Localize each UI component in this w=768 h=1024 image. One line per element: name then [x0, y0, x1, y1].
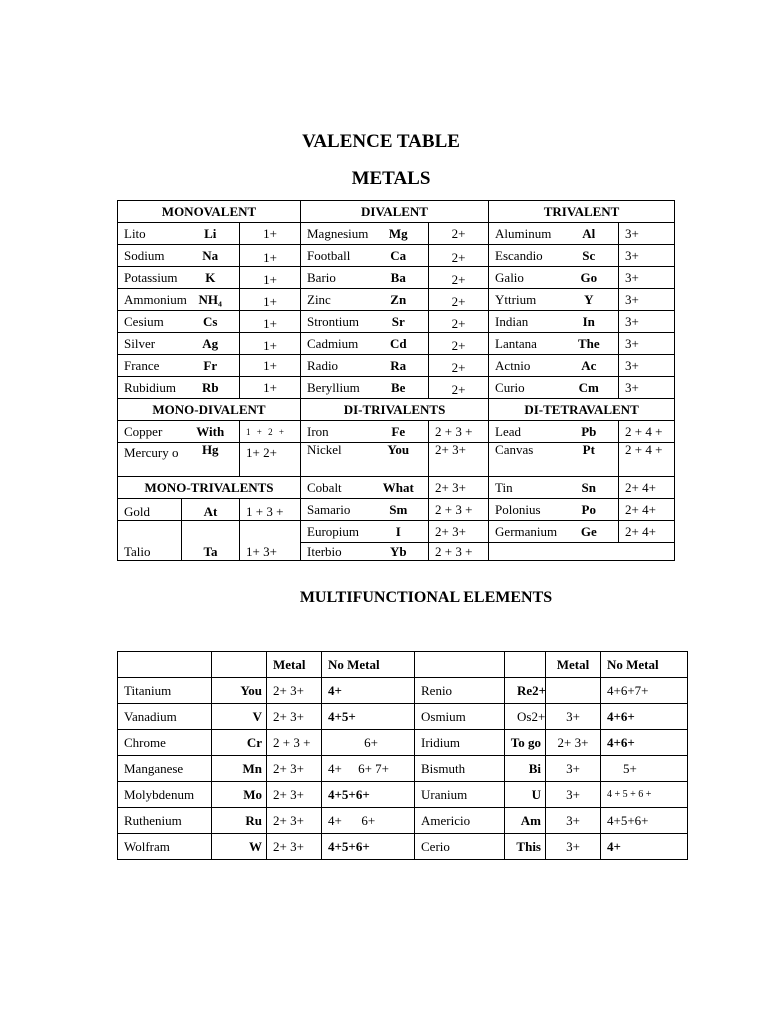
element-valence: 2+: [429, 355, 489, 377]
element-valence: 3+: [619, 355, 675, 377]
element-valence: 1+ 3+: [240, 521, 301, 561]
element-name: Radio: [301, 355, 369, 377]
element-valence: 2+: [429, 377, 489, 399]
element-valence: 1+: [240, 311, 301, 333]
element-name: Polonius: [489, 499, 560, 521]
header-divalent: DIVALENT: [301, 201, 489, 223]
element-name: Actnio: [489, 355, 560, 377]
element-name: Talio: [118, 521, 182, 561]
metal-valence: 2+ 3+: [267, 704, 322, 730]
header-monovalent: MONOVALENT: [118, 201, 301, 223]
element-symbol: What: [369, 477, 429, 499]
page-title: VALENCE TABLE: [302, 131, 460, 152]
element-name: Canvas: [489, 443, 560, 477]
element-symbol: With: [182, 421, 240, 443]
element-symbol: Po: [560, 499, 619, 521]
multi-header-blank: [415, 652, 505, 678]
element-valence: 3+: [619, 267, 675, 289]
table-row: [118, 704, 688, 730]
nonmetal-valence: 4+ 6+: [322, 808, 415, 834]
element-symbol: Rb: [182, 377, 240, 399]
table-row: [118, 443, 675, 477]
element-symbol: Sn: [560, 477, 619, 499]
metal-valence: 2+ 3+: [546, 730, 601, 756]
element-symbol: Ba: [369, 267, 429, 289]
multi-header-blank: [505, 652, 546, 678]
element-symbol: Ca: [369, 245, 429, 267]
element-name: Americio: [415, 808, 505, 834]
element-valence: 2+: [429, 333, 489, 355]
element-valence: 2+: [429, 311, 489, 333]
element-name: Cadmium: [301, 333, 369, 355]
element-name: Wolfram: [118, 834, 212, 860]
nonmetal-valence: 4 + 5 + 6 +: [601, 782, 688, 808]
metal-valence: [546, 678, 601, 704]
header-mono-divalent: MONO-DIVALENT: [118, 399, 301, 421]
element-symbol: V: [212, 704, 267, 730]
table-row: [118, 245, 675, 267]
element-name: Ruthenium: [118, 808, 212, 834]
nonmetal-valence: 5+: [601, 756, 688, 782]
element-valence: 1+: [240, 245, 301, 267]
metal-valence: 2+ 3+: [267, 834, 322, 860]
element-name: Aluminum: [489, 223, 560, 245]
element-symbol: Yb: [369, 543, 429, 561]
element-name: Lead: [489, 421, 560, 443]
element-valence: 1+: [240, 355, 301, 377]
element-valence: 2+: [429, 223, 489, 245]
element-valence: 1+: [240, 333, 301, 355]
element-symbol: Bi: [505, 756, 546, 782]
table-row: [118, 333, 675, 355]
table-row: [118, 756, 688, 782]
element-valence: 2+ 3+: [429, 521, 489, 543]
element-name: Gold: [118, 499, 182, 521]
nonmetal-valence: 4+5+6+: [601, 808, 688, 834]
element-symbol: At: [182, 499, 240, 521]
element-symbol: Mo: [212, 782, 267, 808]
element-valence: 3+: [619, 333, 675, 355]
metal-valence: 2+ 3+: [267, 756, 322, 782]
table-row: [118, 678, 688, 704]
table-row: [118, 834, 688, 860]
element-symbol: Zn: [369, 289, 429, 311]
header-row: [118, 399, 675, 421]
element-valence: 1+: [240, 267, 301, 289]
element-valence: 1 + 2 +: [240, 421, 301, 443]
element-symbol: Cs: [182, 311, 240, 333]
table-row: [118, 421, 675, 443]
element-symbol: Mg: [369, 223, 429, 245]
metal-valence: 2+ 3+: [267, 808, 322, 834]
element-valence: 1+: [240, 223, 301, 245]
element-name: Sodium: [118, 245, 182, 267]
element-valence: 2 + 4 +: [619, 421, 675, 443]
table-row: [118, 267, 675, 289]
element-symbol: Fr: [182, 355, 240, 377]
element-valence: 3+: [619, 289, 675, 311]
element-name: Osmium: [415, 704, 505, 730]
nonmetal-valence: 4+5+6+: [322, 782, 415, 808]
element-name: Manganese: [118, 756, 212, 782]
table-row: [118, 223, 675, 245]
element-valence: 2+ 4+: [619, 477, 675, 499]
element-name: Ammonium: [118, 289, 182, 311]
header-di-trivalents: DI-TRIVALENTS: [301, 399, 489, 421]
nonmetal-valence: 4+5+6+: [322, 834, 415, 860]
element-symbol: You: [369, 443, 429, 477]
metal-valence: 2 + 3 +: [267, 730, 322, 756]
element-symbol: In: [560, 311, 619, 333]
element-symbol: Os2+: [505, 704, 546, 730]
element-name: Beryllium: [301, 377, 369, 399]
section-title-metals: METALS: [351, 168, 431, 189]
element-symbol: Re2+: [505, 678, 546, 704]
element-symbol: The: [560, 333, 619, 355]
metal-valence: 3+: [546, 808, 601, 834]
nonmetal-valence: 4+6+7+: [601, 678, 688, 704]
element-name: Indian: [489, 311, 560, 333]
element-name: Chrome: [118, 730, 212, 756]
metal-valence: 2+ 3+: [267, 782, 322, 808]
multifunctional-table: [117, 651, 688, 860]
metal-valence: 3+: [546, 756, 601, 782]
element-name: Bario: [301, 267, 369, 289]
element-name: Cobalt: [301, 477, 369, 499]
element-name: Curio: [489, 377, 560, 399]
metal-valence: 3+: [546, 782, 601, 808]
element-symbol: K: [182, 267, 240, 289]
table-row: [118, 808, 688, 834]
element-symbol: NH₄: [182, 289, 240, 311]
element-name: Zinc: [301, 289, 369, 311]
element-name: Mercury o: [118, 443, 182, 477]
table-row: [118, 289, 675, 311]
element-name: Galio: [489, 267, 560, 289]
nonmetal-valence: 4+6+: [601, 730, 688, 756]
element-name: Samario: [301, 499, 369, 521]
element-name: Uranium: [415, 782, 505, 808]
metal-valence: 3+: [546, 704, 601, 730]
element-name: Tin: [489, 477, 560, 499]
element-name: Strontium: [301, 311, 369, 333]
element-name: Magnesium: [301, 223, 369, 245]
empty-cell: [489, 543, 675, 561]
table-row: [118, 377, 675, 399]
element-name: Bismuth: [415, 756, 505, 782]
element-name: Iron: [301, 421, 369, 443]
header-trivalent: TRIVALENT: [489, 201, 675, 223]
element-valence: 2+: [429, 267, 489, 289]
element-symbol: Ra: [369, 355, 429, 377]
element-symbol: Cm: [560, 377, 619, 399]
element-symbol: Sr: [369, 311, 429, 333]
element-symbol: Mn: [212, 756, 267, 782]
element-valence: 2 + 3 +: [429, 499, 489, 521]
element-valence: 1+: [240, 377, 301, 399]
table-row: [118, 521, 675, 543]
element-symbol: Ag: [182, 333, 240, 355]
element-name: Vanadium: [118, 704, 212, 730]
element-name: Yttrium: [489, 289, 560, 311]
element-symbol: Sm: [369, 499, 429, 521]
table-row: [118, 477, 675, 499]
element-valence: 3+: [619, 223, 675, 245]
element-valence: 2+ 3+: [429, 477, 489, 499]
element-valence: 2+ 4+: [619, 521, 675, 543]
element-symbol: Fe: [369, 421, 429, 443]
table-row: [118, 355, 675, 377]
element-symbol: Pb: [560, 421, 619, 443]
element-valence: 1+ 2+: [240, 443, 301, 477]
element-valence: 2 + 4 +: [619, 443, 675, 477]
element-valence: 1+: [240, 289, 301, 311]
element-name: Copper: [118, 421, 182, 443]
element-name: Lito: [118, 223, 182, 245]
col-metal-header: Metal: [546, 652, 601, 678]
metal-valence: 3+: [546, 834, 601, 860]
element-symbol: Li: [182, 223, 240, 245]
multi-header-blank: [118, 652, 212, 678]
nonmetal-valence: 4+: [601, 834, 688, 860]
element-valence: 2+ 4+: [619, 499, 675, 521]
element-symbol: Na: [182, 245, 240, 267]
element-name: Iridium: [415, 730, 505, 756]
element-symbol: Ac: [560, 355, 619, 377]
element-symbol: You: [212, 678, 267, 704]
element-symbol: Ge: [560, 521, 619, 543]
element-name: Lantana: [489, 333, 560, 355]
col-metal-header: Metal: [267, 652, 322, 678]
element-name: Europium: [301, 521, 369, 543]
element-symbol: Hg: [182, 443, 240, 477]
element-symbol: Pt: [560, 443, 619, 477]
element-valence: 3+: [619, 245, 675, 267]
nonmetal-valence: 4+5+: [322, 704, 415, 730]
table-row: [118, 311, 675, 333]
element-symbol: Ta: [182, 521, 240, 561]
element-symbol: Am: [505, 808, 546, 834]
element-name: Germanium: [489, 521, 560, 543]
element-valence: 3+: [619, 377, 675, 399]
element-symbol: Ru: [212, 808, 267, 834]
element-symbol: Cr: [212, 730, 267, 756]
element-valence: 2+ 3+: [429, 443, 489, 477]
metals-table: [117, 200, 675, 561]
nonmetal-valence: 6+: [322, 730, 415, 756]
element-valence: 2+: [429, 245, 489, 267]
table-row: [118, 499, 675, 521]
element-name: Cesium: [118, 311, 182, 333]
element-name: Nickel: [301, 443, 369, 477]
element-name: Football: [301, 245, 369, 267]
element-symbol: This: [505, 834, 546, 860]
multi-header-blank: [212, 652, 267, 678]
element-symbol: W: [212, 834, 267, 860]
element-symbol: I: [369, 521, 429, 543]
element-symbol: Go: [560, 267, 619, 289]
col-nometal-header: No Metal: [601, 652, 688, 678]
table-row: [118, 730, 688, 756]
nonmetal-valence: 4+ 6+ 7+: [322, 756, 415, 782]
header-mono-trivalents: MONO-TRIVALENTS: [118, 477, 301, 499]
table-row: [118, 782, 688, 808]
col-nometal-header: No Metal: [322, 652, 415, 678]
element-name: Silver: [118, 333, 182, 355]
element-name: Molybdenum: [118, 782, 212, 808]
element-name: Potassium: [118, 267, 182, 289]
element-symbol: Sc: [560, 245, 619, 267]
element-name: Escandio: [489, 245, 560, 267]
nonmetal-valence: 4+: [322, 678, 415, 704]
element-symbol: U: [505, 782, 546, 808]
element-name: Titanium: [118, 678, 212, 704]
nonmetal-valence: 4+6+: [601, 704, 688, 730]
element-valence: 2 + 3 +: [429, 421, 489, 443]
element-valence: 2+: [429, 289, 489, 311]
element-symbol: Al: [560, 223, 619, 245]
element-name: Cerio: [415, 834, 505, 860]
metal-valence: 2+ 3+: [267, 678, 322, 704]
element-name: France: [118, 355, 182, 377]
section-title-multifunctional: MULTIFUNCTIONAL ELEMENTS: [299, 589, 553, 606]
element-symbol: Be: [369, 377, 429, 399]
element-symbol: Y: [560, 289, 619, 311]
element-valence: 3+: [619, 311, 675, 333]
element-symbol: To go: [505, 730, 546, 756]
element-valence: 1 + 3 +: [240, 499, 301, 521]
element-name: Renio: [415, 678, 505, 704]
header-di-tetravalent: DI-TETRAVALENT: [489, 399, 675, 421]
element-symbol: Cd: [369, 333, 429, 355]
element-valence: 2 + 3 +: [429, 543, 489, 561]
element-name: Rubidium: [118, 377, 182, 399]
element-name: Iterbio: [301, 543, 369, 561]
